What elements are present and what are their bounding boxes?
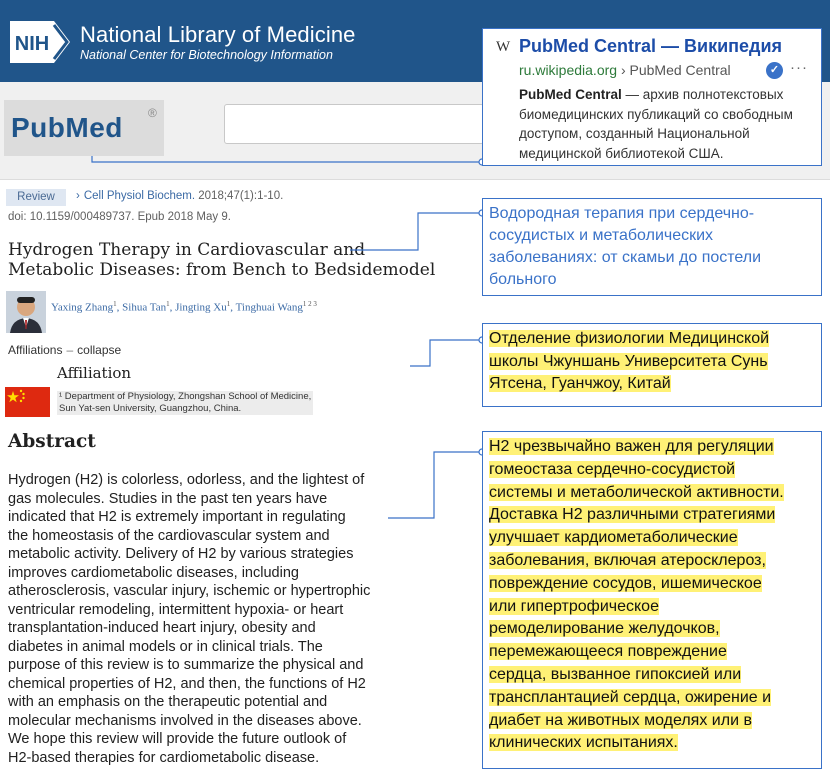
nih-subtitle: National Center for Biotechnology Information	[80, 48, 333, 62]
abstract-line: the homeostasis of the cardiovascular system and	[8, 527, 330, 544]
more-options-icon[interactable]: ···	[790, 59, 808, 76]
abstract-line: molecular mechanisms involved in the diseases above.	[8, 712, 362, 729]
abstract-text	[8, 471, 416, 767]
author-affiliation-ref[interactable]: 1	[166, 300, 170, 308]
abstract-line: indicated that H2 is extremely important in regulating	[8, 509, 346, 525]
abstract-line: transplantation-induced heart injury, obesity and	[8, 620, 316, 636]
author-photo-icon	[6, 291, 46, 333]
title-translation-box: Водородная терапия при сердечно-сосудистых и метаболических заболеваниях: от скамьи до постели больного	[482, 198, 822, 296]
abstract-line: improves cardiometabolic diseases, including	[8, 564, 299, 581]
wikipedia-icon: W	[496, 39, 511, 55]
author-link[interactable]: Yaxing Zhang	[51, 301, 114, 314]
author-affiliation-ref[interactable]: 1	[226, 300, 231, 308]
highlighted-line: или гипертрофическое	[489, 597, 659, 615]
pubmed-logo[interactable]	[4, 100, 164, 156]
pubmed-logo-text: PubMed	[11, 112, 123, 143]
abstract-line: diabetes in animal models or in clinical trials. The	[8, 638, 323, 655]
affiliations-toggle: Affiliations – collapse	[8, 343, 122, 357]
affiliation-line: ¹ Department of Physiology, Zhongshan School of Medicine,	[59, 391, 312, 402]
highlighted-line: Ятсена, Гуанчжоу, Китай	[489, 375, 671, 392]
abstract-line: ventricular remodeling, intermittent hypoxia- or heart	[8, 601, 344, 618]
highlighted-line: гомеостаза сердечно-сосудистой	[489, 460, 736, 478]
abstract-line: atherosclerosis, vascular injury, ischemic or hypertrophic	[8, 583, 371, 599]
abstract-line: We hope this review will provide the future outlook of	[8, 731, 347, 747]
highlighted-line: заболевания, включая атеросклероз,	[489, 551, 766, 569]
highlighted-line: перемежающееся повреждение	[489, 643, 727, 661]
wikipedia-card[interactable]	[482, 28, 822, 166]
affiliation-line: Sun Yat-sen University, Guangzhou, China.	[59, 403, 242, 414]
abstract-line: Hydrogen (H2) is colorless, odorless, and the lightest of	[8, 472, 365, 488]
collapse-button[interactable]: collapse	[77, 343, 122, 357]
verified-icon: ✓	[766, 62, 783, 79]
wikipedia-title-link[interactable]: PubMed Central — Википедия	[519, 36, 783, 56]
highlighted-line: трансплантацией сердца, ожирение и	[489, 688, 772, 706]
highlighted-line: улучшает кардиометаболические	[489, 529, 738, 547]
author-link[interactable]: Sihua Tan	[122, 301, 167, 314]
abstract-line: metabolic activity. Delivery of H2 by various strategies	[8, 546, 354, 562]
author-affiliation-ref[interactable]: 1	[113, 300, 117, 308]
wikipedia-description	[519, 85, 819, 163]
chevron-right-icon: ›	[76, 190, 80, 202]
highlighted-line: диабет на животных моделях или в	[489, 711, 752, 729]
affiliations-label: Affiliations	[8, 343, 63, 357]
nih-title: National Library of Medicine	[80, 22, 356, 47]
highlighted-line: сердца, вызванное гипоксией или	[489, 665, 742, 683]
affiliation-translation-box	[482, 323, 822, 407]
citation-details: 2018;47(1):1-10.	[198, 190, 284, 202]
highlighted-line: Доставка H2 различными стратегиями	[489, 506, 776, 524]
highlighted-line: клинических испытаниях.	[489, 734, 678, 752]
abstract-translation-box	[482, 431, 822, 769]
nih-logo-icon[interactable]	[10, 21, 74, 63]
wikipedia-desc-term: PubMed Central	[519, 87, 622, 102]
wikipedia-url[interactable]	[519, 62, 731, 78]
author-affiliation-ref[interactable]: 1 2 3	[302, 300, 317, 308]
highlighted-line: системы и метаболической активности.	[489, 483, 784, 501]
affiliation-text	[57, 391, 313, 415]
doi-line: doi: 10.1159/000489737. Epub 2018 May 9.	[8, 211, 231, 223]
article-title-line: Hydrogen Therapy in Cardiovascular and	[8, 240, 366, 260]
abstract-line: with an emphasis on the therapeutic potential and	[8, 694, 328, 710]
journal-link[interactable]: Cell Physiol Biochem.	[83, 190, 196, 202]
china-flag-icon	[5, 387, 50, 417]
abstract-line: H2-based therapies for cardiometabolic disease.	[8, 749, 320, 766]
wikipedia-breadcrumb: › PubMed Central	[620, 62, 731, 78]
author-link[interactable]: Jingting Xu	[175, 301, 227, 314]
abstract-line: gas molecules. Studies in the past ten years have	[8, 490, 328, 507]
search-input[interactable]	[224, 104, 484, 144]
author-list: Yaxing Zhang$^1$, Sihua Tan$^1$, Jingting Xu$^1$, Tinghuai Wang$^{1 2 3}$	[51, 300, 317, 314]
author-avatar	[6, 291, 46, 333]
highlighted-line: ремоделирование желудочков,	[489, 620, 720, 638]
highlighted-line: школы Чжуншань Университета Сунь	[489, 352, 768, 370]
abstract-line: chemical properties of H2, and then, the functions of H2	[8, 675, 366, 692]
registered-mark: ®	[148, 106, 157, 120]
nih-logo-text: NIH	[14, 33, 50, 55]
wikipedia-desc-text: — архив полнотекстовых биомедицинских публикаций со свободным доступом, созданный Национальной медицинской библиотекой США.	[519, 87, 793, 161]
highlighted-line: Отделение физиологии Медицинской	[489, 330, 770, 347]
journal-citation	[76, 190, 283, 202]
highlighted-line: повреждение сосудов, ишемическое	[489, 574, 762, 592]
abstract-heading: Abstract	[8, 431, 96, 452]
wikipedia-domain: ru.wikipedia.org	[519, 62, 618, 78]
article-title	[8, 240, 438, 280]
highlighted-line: H2 чрезвычайно важен для регуляции	[489, 438, 774, 455]
affiliation-heading: Affiliation	[57, 364, 132, 382]
article-title-line: Metabolic Diseases: from Bench to Bedsidemodel	[8, 260, 436, 280]
abstract-line: purpose of this review is to summarize the physical and	[8, 657, 364, 673]
author-link[interactable]: Tinghuai Wang	[235, 301, 303, 314]
article-type-badge: Review	[6, 189, 66, 206]
